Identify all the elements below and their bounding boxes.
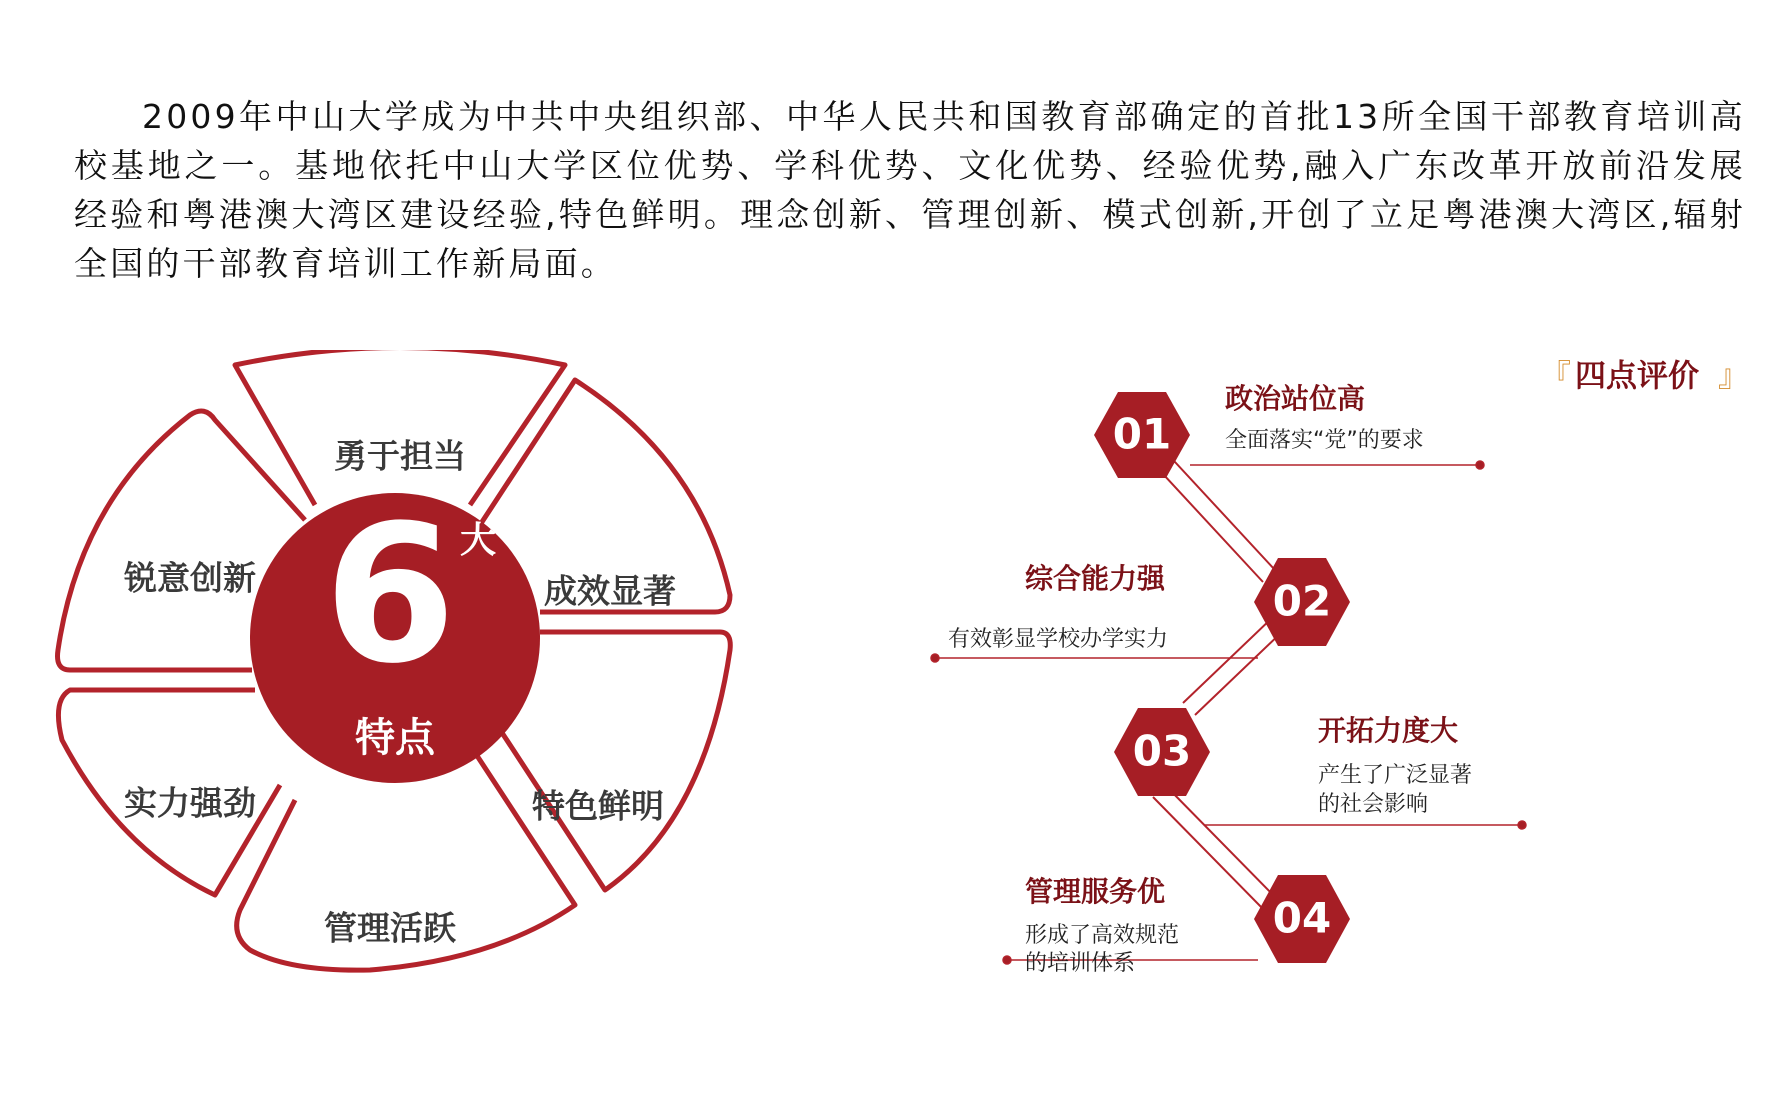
- petal-label-upper-right: 成效显著: [544, 571, 676, 611]
- petal-label-upper-left: 锐意创新: [124, 558, 256, 598]
- petal-label-bottom: 管理活跃: [324, 908, 456, 948]
- petal-label-lower-left: 实力强劲: [124, 783, 256, 823]
- hex-number-01: 01: [1112, 409, 1172, 459]
- six-features-diagram: [40, 350, 750, 1000]
- leader-lines: [931, 461, 1526, 964]
- center-label: 特点: [355, 715, 435, 761]
- hex-number-04: 04: [1272, 893, 1332, 943]
- petal-label-top: 勇于担当: [334, 436, 466, 476]
- point-desc-03a: 产生了广泛显著: [1318, 763, 1473, 788]
- point-desc-04b: 的培训体系: [1025, 951, 1136, 976]
- point-desc-02: 有效彰显学校办学实力: [948, 627, 1169, 652]
- intro-paragraph: 2009年中山大学成为中共中央组织部、中华人民共和国教育部确定的首批13所全国干部教育培训高校基地之一。基地依托中山大学区位优势、学科优势、文化优势、经验优势,融入广东改革开放前沿发展经验和粤港澳大湾区建设经验,特色鲜明。理念创新、管理创新、模式创新,开创了立足粤港澳大湾区,辐射全国的干部教育培训工作新局面。: [74, 97, 1746, 283]
- point-title-02: 综合能力强: [1025, 562, 1166, 595]
- center-small-label: 大: [459, 520, 497, 561]
- point-title-04: 管理服务优: [1025, 875, 1166, 908]
- petal-top-outline: [235, 350, 565, 505]
- hex-number-02: 02: [1272, 576, 1332, 626]
- evaluation-bracket-close: 』: [1718, 358, 1749, 395]
- point-desc-04a: 形成了高效规范: [1025, 923, 1180, 948]
- center-number: 6: [323, 484, 457, 706]
- evaluation-bracket-open: 『: [1540, 358, 1571, 395]
- evaluation-heading: 四点评价: [1575, 358, 1699, 395]
- point-title-01: 政治站位高: [1225, 382, 1366, 415]
- petal-label-lower-right: 特色鲜明: [532, 786, 664, 826]
- hex-number-03: 03: [1132, 726, 1192, 776]
- hex-connectors: [1138, 435, 1307, 912]
- point-desc-01: 全面落实“党”的要求: [1225, 428, 1424, 453]
- four-point-evaluation: [900, 340, 1770, 1040]
- point-title-03: 开拓力度大: [1318, 714, 1459, 747]
- point-desc-03b: 的社会影响: [1318, 792, 1429, 817]
